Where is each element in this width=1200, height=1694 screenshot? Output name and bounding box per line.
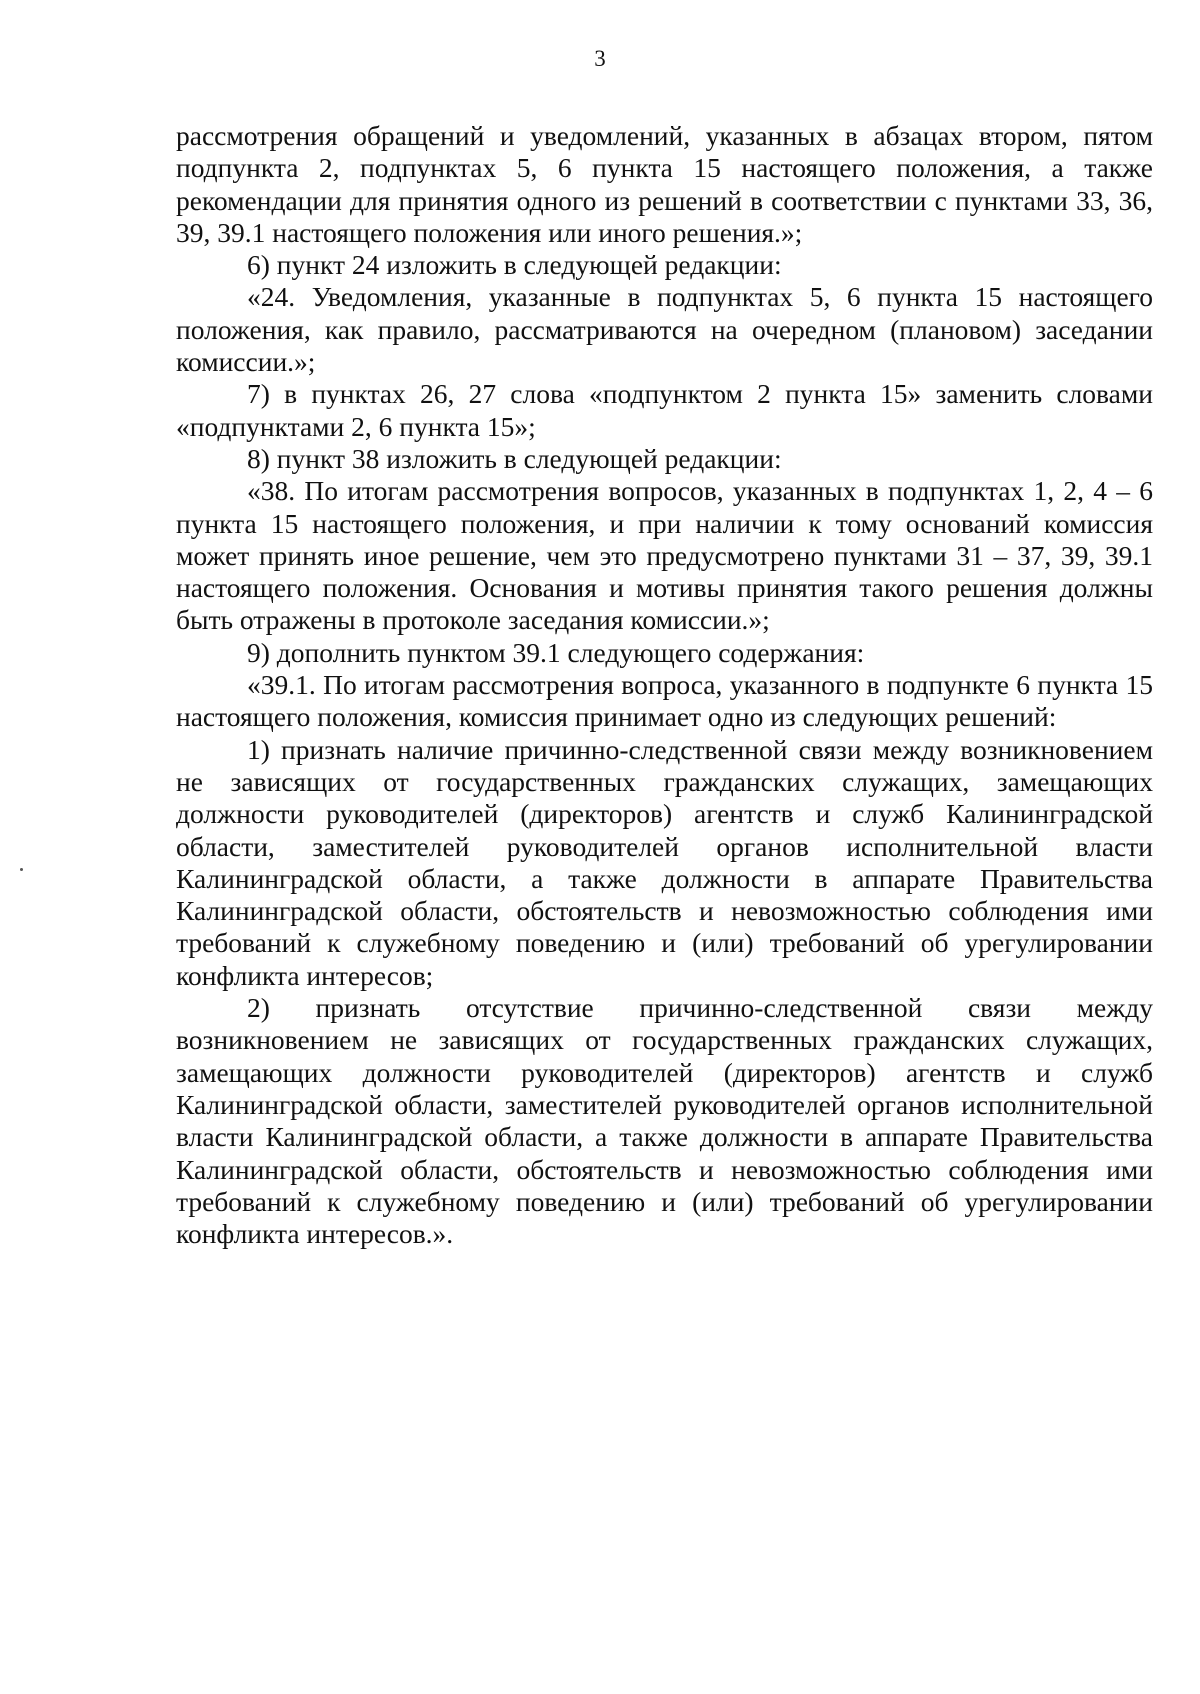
paragraph-subitem-1: 1) признать наличие причинно-следственной связи между возникновением не зависящих от государственных гражданских служащих, замещающих должности руководителей (директоров) агентств и служб Калининградской области, заместителей руководителей органов исполнительной власти Калининградской области, а также должности в аппарате Правительства Калининградской области, обстоятельств и невозможностью соблюдения ими требований к служебному поведению и (или) требований об урегулировании конфликта интересов; [176, 733, 1153, 991]
paragraph-subitem-2: 2) признать отсутствие причинно-следственной связи между возникновением не зависящих от государственных гражданских служащих, замещающих должности руководителей (директоров) агентств и служб Калининградской области, заместителей руководителей органов исполнительной власти Калининградской области, а также должности в аппарате Правительства Калининградской области, обстоятельств и невозможностью соблюдения ими требований к служебному поведению и (или) требований об урегулировании конфликта интересов.». [176, 992, 1153, 1250]
document-body [176, 120, 1153, 1250]
paragraph-point-38: «38. По итогам рассмотрения вопросов, указанных в подпунктах 1, 2, 4 – 6 пункта 15 настоящего положения, и при наличии к тому оснований комиссия может принять иное решение, чем это предусмотрено пунктами 31 – 37, 39, 39.1 настоящего положения. Основания и мотивы принятия такого решения должны быть отражены в протоколе заседания комиссии.»; [176, 475, 1153, 636]
paragraph-continuation: рассмотрения обращений и уведомлений, указанных в абзацах втором, пятом подпункта 2, подпунктах 5, 6 пункта 15 настоящего положения, а также рекомендации для принятия одного из решений в соответствии с пунктами 33, 36, 39, 39.1 настоящего положения или иного решения.»; [176, 120, 1153, 248]
paragraph-amendment-6: 6) пункт 24 изложить в следующей редакции: [247, 249, 782, 281]
paragraph-point-39-1: «39.1. По итогам рассмотрения вопроса, указанного в подпункте 6 пункта 15 настоящего положения, комиссия принимает одно из следующих решений: [176, 669, 1153, 733]
page-number: 3 [594, 46, 606, 71]
paragraph-amendment-7: 7) в пунктах 26, 27 слова «подпунктом 2 пункта 15» заменить словами «подпунктами 2, 6 пункта 15»; [176, 378, 1153, 442]
paragraph-amendment-8: 8) пункт 38 изложить в следующей редакции: [247, 442, 782, 474]
paragraph-amendment-9: 9) дополнить пунктом 39.1 следующего содержания: [247, 636, 865, 668]
scan-speck [20, 868, 23, 871]
paragraph-point-24: «24. Уведомления, указанные в подпунктах 5, 6 пункта 15 настоящего положения, как правило, рассматриваются на очередном (плановом) заседании комиссии.»; [176, 281, 1153, 378]
